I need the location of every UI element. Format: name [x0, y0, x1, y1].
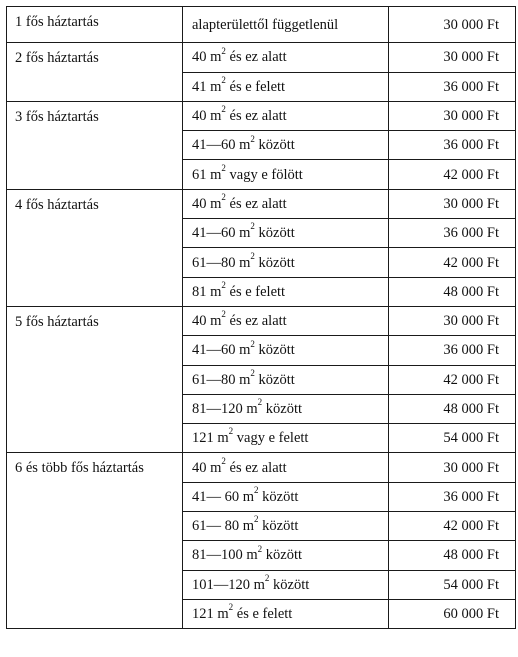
table-row [7, 306, 516, 335]
unit-exponent: 2 [257, 397, 263, 408]
allowance-amount-cell: 48 000 Ft [389, 541, 516, 570]
floor-area-qualifier: között [269, 576, 310, 593]
unit-exponent: 2 [221, 74, 226, 85]
floor-area-cell [183, 453, 389, 482]
table-row [7, 453, 516, 482]
table-row [7, 43, 516, 72]
allowance-amount-cell: 30 000 Ft [389, 101, 516, 130]
floor-area-range: 81—120 m [192, 401, 258, 417]
allowance-amount-cell: 42 000 Ft [389, 248, 516, 277]
floor-area-cell [183, 570, 389, 599]
housing-allowance-table [6, 6, 516, 629]
floor-area-qualifier: és e felett [225, 283, 286, 300]
floor-area-cell [183, 541, 389, 570]
allowance-amount-cell: 60 000 Ft [389, 599, 516, 628]
floor-area-range: 40 m [192, 49, 222, 66]
floor-area-cell [183, 336, 389, 365]
floor-area-range: 61—80 m [192, 254, 251, 271]
floor-area-qualifier: között [254, 342, 295, 359]
floor-area-qualifier: között [262, 547, 303, 564]
unit-exponent: 2 [250, 338, 255, 349]
floor-area-range: 61—80 m [192, 371, 251, 388]
floor-area-qualifier: között [254, 137, 295, 154]
floor-area-qualifier: között [262, 401, 303, 417]
unit-exponent: 2 [254, 485, 259, 496]
allowance-amount-cell: 30 000 Ft [389, 453, 516, 482]
unit-exponent: 2 [228, 602, 234, 613]
floor-area-cell [183, 219, 389, 248]
floor-area-range: 40 m [192, 313, 222, 330]
unit-exponent: 2 [250, 221, 255, 232]
floor-area-range: 101—120 m [192, 576, 265, 593]
floor-area-qualifier: között [254, 371, 295, 388]
floor-area-range: 61 m [192, 166, 222, 183]
unit-exponent: 2 [221, 45, 226, 56]
allowance-amount-cell: 30 000 Ft [389, 43, 516, 72]
floor-area-qualifier: és ez alatt [225, 49, 287, 66]
floor-area-qualifier: között [258, 488, 299, 505]
allowance-amount-cell: 42 000 Ft [389, 365, 516, 394]
floor-area-cell [183, 424, 389, 453]
floor-area-range: 121 m [192, 606, 229, 623]
allowance-amount-cell: 42 000 Ft [389, 512, 516, 541]
table-row [7, 189, 516, 218]
allowance-amount-cell: 48 000 Ft [389, 394, 516, 423]
floor-area-cell [183, 394, 389, 423]
allowance-amount-cell: 48 000 Ft [389, 277, 516, 306]
floor-area-cell [183, 131, 389, 160]
floor-area-cell [183, 306, 389, 335]
floor-area-qualifier: között [258, 518, 299, 535]
table-body [7, 7, 516, 629]
table-row [7, 101, 516, 130]
allowance-amount-cell: 54 000 Ft [389, 424, 516, 453]
floor-area-cell [183, 160, 389, 189]
unit-exponent: 2 [254, 514, 259, 525]
unit-exponent: 2 [221, 162, 226, 173]
floor-area-qualifier: és ez alatt [225, 459, 287, 476]
floor-area-qualifier: vagy e felett [233, 430, 309, 447]
unit-exponent: 2 [264, 572, 270, 583]
floor-area-range: 81—100 m [192, 547, 258, 564]
allowance-amount-cell: 36 000 Ft [389, 482, 516, 511]
household-size-cell: 5 fős háztartás [7, 306, 183, 452]
unit-exponent: 2 [221, 309, 226, 320]
unit-exponent: 2 [250, 367, 255, 378]
floor-area-range: 41— 60 m [192, 488, 255, 505]
floor-area-qualifier: és e felett [225, 78, 286, 95]
floor-area-cell [183, 482, 389, 511]
allowance-amount-cell: 54 000 Ft [389, 570, 516, 599]
floor-area-range: alapterülettől függetlenül [192, 16, 339, 33]
allowance-amount-cell: 42 000 Ft [389, 160, 516, 189]
floor-area-cell [183, 599, 389, 628]
floor-area-cell [183, 43, 389, 72]
floor-area-range: 121 m [192, 430, 229, 447]
unit-exponent: 2 [221, 455, 226, 466]
household-size-cell: 3 fős háztartás [7, 101, 183, 189]
floor-area-range: 40 m [192, 459, 222, 476]
floor-area-qualifier: és e felett [233, 606, 293, 623]
floor-area-qualifier: között [254, 225, 295, 242]
allowance-amount-cell: 36 000 Ft [389, 219, 516, 248]
allowance-amount-cell: 30 000 Ft [389, 189, 516, 218]
floor-area-qualifier: és ez alatt [225, 108, 287, 125]
allowance-amount-cell: 30 000 Ft [389, 306, 516, 335]
floor-area-qualifier: és ez alatt [225, 195, 287, 212]
floor-area-range: 41—60 m [192, 137, 251, 154]
floor-area-cell [183, 72, 389, 101]
floor-area-cell [183, 512, 389, 541]
floor-area-qualifier: vagy e fölött [225, 166, 303, 183]
unit-exponent: 2 [250, 250, 255, 261]
floor-area-range: 41—60 m [192, 225, 251, 242]
allowance-amount-cell: 36 000 Ft [389, 131, 516, 160]
household-size-cell: 1 fős háztartás [7, 7, 183, 43]
unit-exponent: 2 [257, 543, 263, 554]
unit-exponent: 2 [221, 104, 226, 115]
floor-area-range: 41—60 m [192, 342, 251, 359]
floor-area-cell [183, 7, 389, 43]
floor-area-qualifier: és ez alatt [225, 313, 287, 330]
household-size-cell: 2 fős háztartás [7, 43, 183, 102]
allowance-amount-cell: 30 000 Ft [389, 7, 516, 43]
household-size-cell: 4 fős háztartás [7, 189, 183, 306]
unit-exponent: 2 [221, 279, 226, 290]
allowance-amount-cell: 36 000 Ft [389, 336, 516, 365]
unit-exponent: 2 [250, 133, 255, 144]
scanned-page [6, 6, 516, 629]
allowance-amount-cell: 36 000 Ft [389, 72, 516, 101]
floor-area-cell [183, 248, 389, 277]
floor-area-range: 41 m [192, 78, 222, 95]
unit-exponent: 2 [221, 192, 226, 203]
floor-area-range: 61— 80 m [192, 518, 255, 535]
table-row [7, 7, 516, 43]
floor-area-range: 40 m [192, 195, 222, 212]
floor-area-range: 81 m [192, 283, 222, 300]
floor-area-cell [183, 277, 389, 306]
unit-exponent: 2 [228, 426, 234, 437]
floor-area-qualifier: között [254, 254, 295, 271]
floor-area-range: 40 m [192, 108, 222, 125]
floor-area-cell [183, 101, 389, 130]
floor-area-cell [183, 189, 389, 218]
household-size-cell: 6 és több fős háztartás [7, 453, 183, 629]
floor-area-cell [183, 365, 389, 394]
